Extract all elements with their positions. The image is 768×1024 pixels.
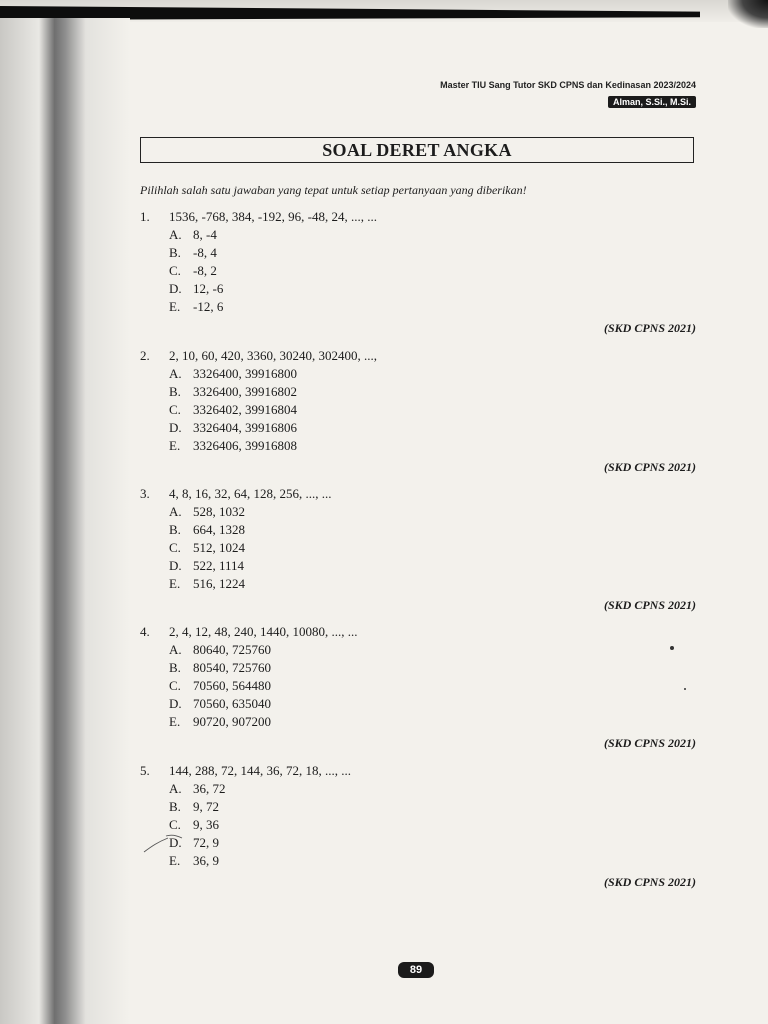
option-text: 36, 72 [193,781,226,796]
option-letter: D. [169,558,182,573]
scan-speck [670,646,674,650]
section-title-box [140,137,694,163]
option-letter: D. [169,420,182,435]
option-letter: C. [169,817,181,832]
question-stem [140,623,696,641]
question-2 [140,347,696,475]
option-b [140,521,696,539]
option-text: -12, 6 [193,299,224,314]
question-3 [140,485,696,613]
book-title: Master TIU Sang Tutor SKD CPNS dan Kedinasan 2023/2024 [440,80,696,90]
question-text: 144, 288, 72, 144, 36, 72, 18, ..., ... [169,763,351,778]
page-number: 89 [398,962,434,978]
option-text: 9, 72 [193,799,219,814]
option-text: 3326400, 39916802 [193,384,297,399]
option-letter: B. [169,384,181,399]
option-letter: E. [169,714,181,729]
option-text: -8, 4 [193,245,217,260]
option-e [140,852,696,870]
question-number: 5. [140,763,150,778]
option-letter: B. [169,799,181,814]
question-source: (SKD CPNS 2021) [603,598,696,612]
option-letter: C. [169,678,181,693]
question-5 [140,762,696,890]
option-b [140,798,696,816]
option-text: -8, 2 [193,263,217,278]
option-text: 12, -6 [193,281,224,296]
option-c [140,816,696,834]
question-4 [140,623,696,751]
option-text: 664, 1328 [193,522,245,537]
option-e [140,437,696,455]
question-1 [140,208,696,336]
option-letter: D. [169,835,182,850]
option-a [140,780,696,798]
option-letter: B. [169,660,181,675]
book-spine-shadow [0,18,130,1024]
option-b [140,383,696,401]
option-text: 70560, 635040 [193,696,271,711]
option-letter: A. [169,227,182,242]
option-letter: E. [169,853,181,868]
option-letter: E. [169,576,181,591]
option-letter: B. [169,245,181,260]
option-d [140,834,696,852]
option-e [140,575,696,593]
question-text: 2, 4, 12, 48, 240, 1440, 10080, ..., ... [169,624,358,639]
question-source: (SKD CPNS 2021) [603,460,696,474]
option-c [140,539,696,557]
option-text: 80640, 725760 [193,642,271,657]
question-text: 1536, -768, 384, -192, 96, -48, 24, ..., ... [169,209,377,224]
option-letter: C. [169,263,181,278]
option-letter: B. [169,522,181,537]
question-number: 3. [140,486,150,501]
question-text: 2, 10, 60, 420, 3360, 30240, 302400, ..., [169,348,377,363]
option-d [140,557,696,575]
option-letter: D. [169,696,182,711]
question-text: 4, 8, 16, 32, 64, 128, 256, ..., ... [169,486,332,501]
option-letter: C. [169,402,181,417]
question-stem [140,347,696,365]
option-a [140,641,696,659]
option-text: 522, 1114 [193,558,245,573]
scan-corner-shadow [728,0,768,28]
question-stem [140,208,696,226]
instruction-text: Pilihlah salah satu jawaban yang tepat untuk setiap pertanyaan yang diberikan! [140,183,527,197]
option-e [140,298,696,316]
option-text: 72, 9 [193,835,219,850]
option-a [140,503,696,521]
option-text: 3326404, 39916806 [193,420,297,435]
option-d [140,695,696,713]
option-letter: A. [169,366,182,381]
option-text: 528, 1032 [193,504,245,519]
author-badge: Alman, S.Si., M.Si. [608,96,696,108]
question-stem [140,762,696,780]
option-a [140,365,696,383]
option-text: 8, -4 [193,227,217,242]
option-b [140,244,696,262]
option-letter: D. [169,281,182,296]
option-text: 36, 9 [193,853,219,868]
option-text: 70560, 564480 [193,678,271,693]
option-text: 512, 1024 [193,540,245,555]
option-d [140,419,696,437]
option-a [140,226,696,244]
question-source: (SKD CPNS 2021) [603,875,696,889]
option-c [140,677,696,695]
option-text: 80540, 725760 [193,660,271,675]
question-number: 4. [140,624,150,639]
option-letter: E. [169,438,181,453]
option-text: 9, 36 [193,817,219,832]
question-number: 1. [140,209,150,224]
question-number: 2. [140,348,150,363]
option-b [140,659,696,677]
option-text: 516, 1224 [193,576,245,591]
pencil-mark [142,832,202,856]
question-source: (SKD CPNS 2021) [603,321,696,335]
option-text: 3326400, 39916800 [193,366,297,381]
option-text: 3326406, 39916808 [193,438,297,453]
section-title: SOAL DERET ANGKA [322,139,512,160]
option-letter: E. [169,299,181,314]
option-letter: A. [169,642,182,657]
scan-speck [684,688,686,690]
option-letter: A. [169,781,182,796]
question-source: (SKD CPNS 2021) [603,736,696,750]
option-letter: A. [169,504,182,519]
option-letter: C. [169,540,181,555]
option-c [140,262,696,280]
option-d [140,280,696,298]
option-e [140,713,696,731]
option-c [140,401,696,419]
question-stem [140,485,696,503]
option-text: 3326402, 39916804 [193,402,297,417]
option-text: 90720, 907200 [193,714,271,729]
